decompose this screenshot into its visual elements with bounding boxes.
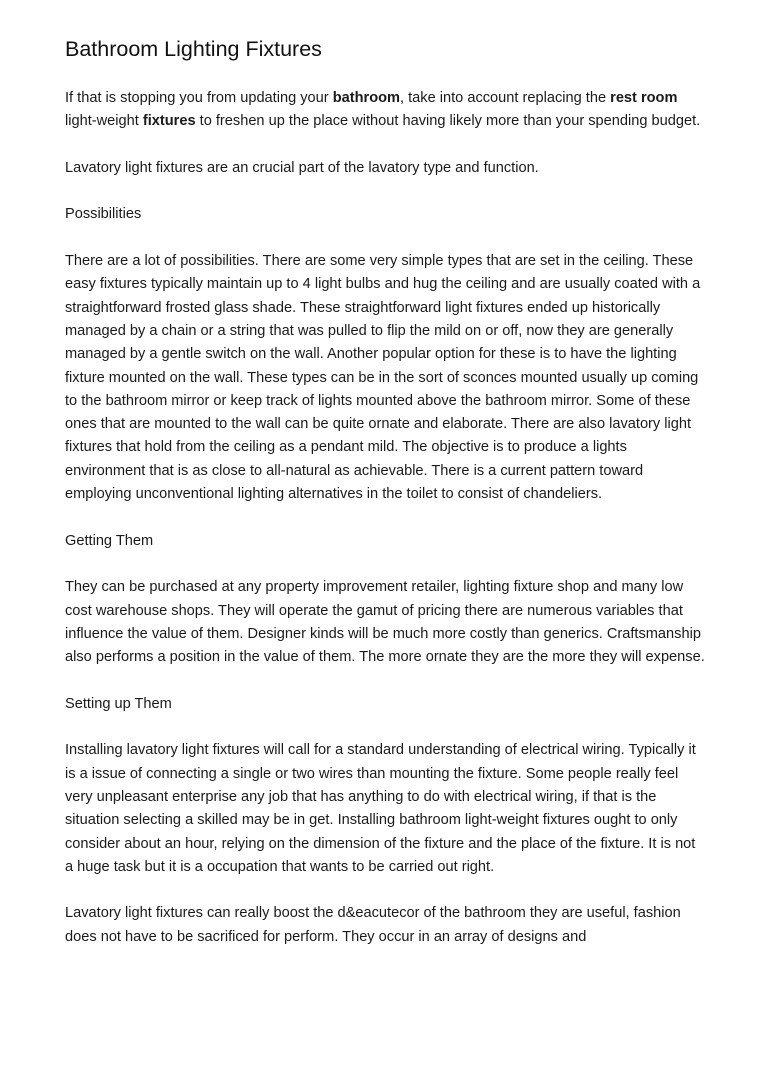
intro-text-1: If that is stopping you from updating your (65, 90, 333, 106)
intro-text-4: to freshen up the place without having likely more than your spending budget. (195, 113, 701, 130)
intro-bold-fixtures: fixtures (142, 113, 196, 130)
setting-paragraph: Installing lavatory light fixtures will call for a standard understanding of electrical wiring. Typically it is a issue of connecting a single or two wires than mounting the fixture. Some people really feel very unpleasant enterprise any job that has anything to do with electrical wiring, if that is the situation selecting a skilled may be in get. Installing bathroom light-weight fixtures ought to only consider about an hour, relying on the dimension of the fixture and the place of the fixture. It is not a huge task but it is a occupation that wants to be carried out right. (65, 742, 696, 875)
final-paragraph: Lavatory light fixtures can really boost the d&eacutecor of the bathroom they are useful, fashion does not have to be sacrificed for perform. They occur in an array of designs and (65, 905, 681, 945)
getting-paragraph: They can be purchased at any property improvement retailer, lighting fixture shop and many low cost warehouse shops. They will operate the gamut of pricing there are numerous variables that influence the value of them. Designer kinds will be much more costly than generics. Craftsmanship also performs a position in the value of them. The more ornate they are the more they will expense. (65, 579, 705, 666)
document-page (65, 34, 705, 972)
intro-paragraph (65, 87, 705, 134)
intro-text-2: , take into account replacing the (400, 90, 611, 106)
possibilities-heading: Possibilities (65, 206, 142, 223)
possibilities-paragraph: There are a lot of possibilities. There are some very simple types that are set in the ceiling. These easy fixtures typically maintain up to 4 light bulbs and hug the ceiling and are usually coated with a straightforward frosted glass shade. These straightforward light fixtures ended up historically managed by a chain or a string that was pulled to flip the mild on or off, now they are generally managed by a gentle switch on the wall. Another popular option for these is to have the lighting fixture mounted on the wall. These types can be in the sort of sconces mounted usually up coming to the bathroom mirror or keep track of lights mounted above the bathroom mirror. Some of these ones that are mounted to the wall can be quite ornate and elaborate. There are also lavatory light fixtures that hold from the ceiling as a pendant mild. The objective is to produce a lights environment that is as close to all-natural as achievable. There is a current pattern toward employing unconventional lighting alternatives in the toilet to consist of chandeliers. (65, 253, 701, 503)
document-title: Bathroom Lighting Fixtures (65, 37, 322, 61)
setting-heading: Setting up Them (65, 695, 172, 712)
intro-bold-bathroom: bathroom (332, 90, 401, 106)
getting-heading: Getting Them (65, 532, 154, 549)
intro-text-3: light-weight (65, 113, 143, 130)
lavatory-paragraph: Lavatory light fixtures are an crucial part of the lavatory type and function. (65, 159, 539, 176)
intro-bold-rest-room: rest room (610, 90, 678, 106)
